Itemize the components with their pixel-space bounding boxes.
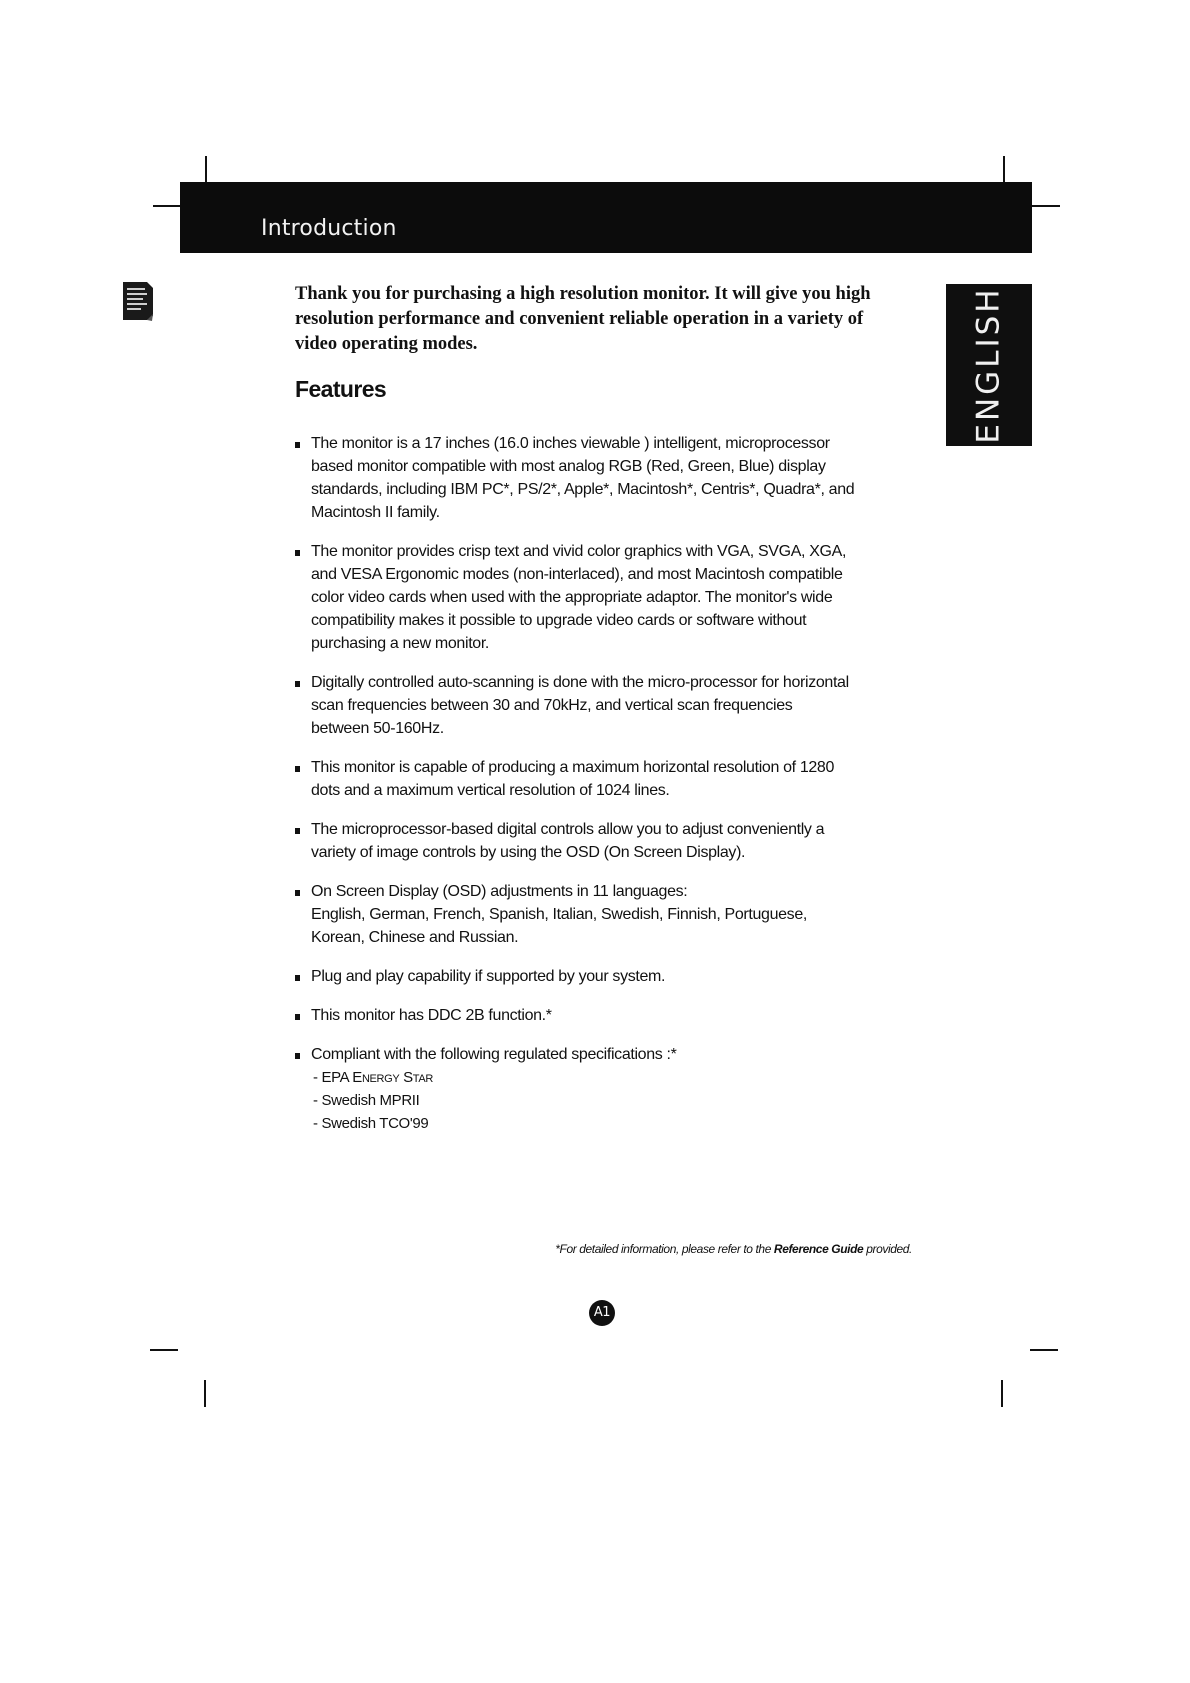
crop-mark: [204, 1380, 206, 1407]
feature-line: This monitor is capable of producing a maximum horizontal resolution of 1280: [311, 759, 835, 776]
feature-line: between 50-160Hz.: [311, 720, 444, 737]
feature-line: English, German, French, Spanish, Italian, Swedish, Finnish, Portuguese,: [311, 906, 807, 923]
feature-line: dots and a maximum vertical resolution of 1024 lines.: [311, 782, 670, 799]
feature-line: Compliant with the following regulated specifications :*: [311, 1046, 677, 1063]
compliance-spec: - EPA Energy Star: [313, 1069, 433, 1086]
features-heading: Features: [295, 376, 387, 402]
feature-item: [295, 1004, 935, 1027]
footnote-reference: Reference Guide: [773, 1242, 864, 1256]
feature-item: [295, 432, 935, 524]
compliance-spec: - Swedish TCO'99: [313, 1115, 429, 1132]
feature-line: scan frequencies between 30 and 70kHz, and vertical scan frequencies: [311, 697, 793, 714]
feature-item: [295, 965, 935, 988]
intro-line: Thank you for purchasing a high resolution monitor. It will give you high: [295, 284, 871, 304]
footnote-prefix: *For detailed information, please refer to the: [555, 1242, 774, 1256]
feature-line: based monitor compatible with most analog RGB (Red, Green, Blue) display: [311, 458, 826, 475]
feature-line: Plug and play capability if supported by your system.: [311, 968, 666, 985]
feature-line: On Screen Display (OSD) adjustments in 11 languages:: [311, 883, 688, 900]
feature-line: standards, including IBM PC*, PS/2*, Apple*, Macintosh*, Centris*, Quadra*, and: [311, 481, 855, 498]
crop-mark: [1030, 1349, 1058, 1351]
bullet-icon: [295, 1053, 300, 1059]
crop-mark: [150, 1349, 178, 1351]
language-side-tab-label: ENGLISH: [970, 286, 1007, 444]
feature-line: This monitor has DDC 2B function.*: [311, 1007, 552, 1024]
footnote-suffix: provided.: [863, 1242, 912, 1256]
section-header-title: Introduction: [261, 216, 397, 241]
feature-line: The monitor is a 17 inches (16.0 inches viewable ) intelligent, microprocessor: [311, 435, 830, 452]
bullet-icon: [295, 828, 300, 834]
intro-line: resolution performance and convenient reliable operation in a variety of: [295, 309, 864, 329]
bullet-icon: [295, 1014, 300, 1020]
feature-line: compatibility makes it possible to upgrade video cards or software without: [311, 612, 807, 629]
bullet-icon: [295, 681, 300, 687]
features-list: [295, 432, 935, 1151]
feature-item: [295, 880, 935, 949]
bullet-icon: [295, 890, 300, 896]
document-icon: [121, 280, 155, 322]
feature-line: Digitally controlled auto-scanning is done with the micro-processor for horizontal: [311, 674, 849, 691]
language-side-tab: [946, 284, 1032, 446]
feature-line: The monitor provides crisp text and vivid color graphics with VGA, SVGA, XGA,: [311, 543, 847, 560]
feature-line: Korean, Chinese and Russian.: [311, 929, 519, 946]
intro-line: video operating modes.: [295, 334, 478, 354]
page-number-badge: A1: [589, 1300, 615, 1326]
feature-item: [295, 540, 935, 655]
feature-item: [295, 756, 935, 802]
crop-mark: [1001, 1380, 1003, 1407]
feature-item: [295, 1043, 935, 1135]
crop-mark: [205, 156, 207, 183]
crop-mark: [1003, 156, 1005, 183]
feature-item: [295, 818, 935, 864]
feature-line: and VESA Ergonomic modes (non-interlaced), and most Macintosh compatible: [311, 566, 843, 583]
section-header-bar: [180, 182, 1032, 253]
bullet-icon: [295, 766, 300, 772]
feature-line: purchasing a new monitor.: [311, 635, 490, 652]
bullet-icon: [295, 975, 300, 981]
bullet-icon: [295, 550, 300, 556]
crop-mark: [153, 205, 181, 207]
footnote: [555, 1242, 912, 1256]
feature-line: The microprocessor-based digital controls allow you to adjust conveniently a: [311, 821, 825, 838]
crop-mark: [1032, 205, 1060, 207]
feature-line: Macintosh II family.: [311, 504, 440, 521]
feature-line: color video cards when used with the appropriate adaptor. The monitor's wide: [311, 589, 833, 606]
bullet-icon: [295, 442, 300, 448]
feature-item: [295, 671, 935, 740]
compliance-spec: - Swedish MPRII: [313, 1092, 420, 1109]
intro-paragraph: [295, 282, 915, 357]
feature-line: variety of image controls by using the OSD (On Screen Display).: [311, 844, 746, 861]
